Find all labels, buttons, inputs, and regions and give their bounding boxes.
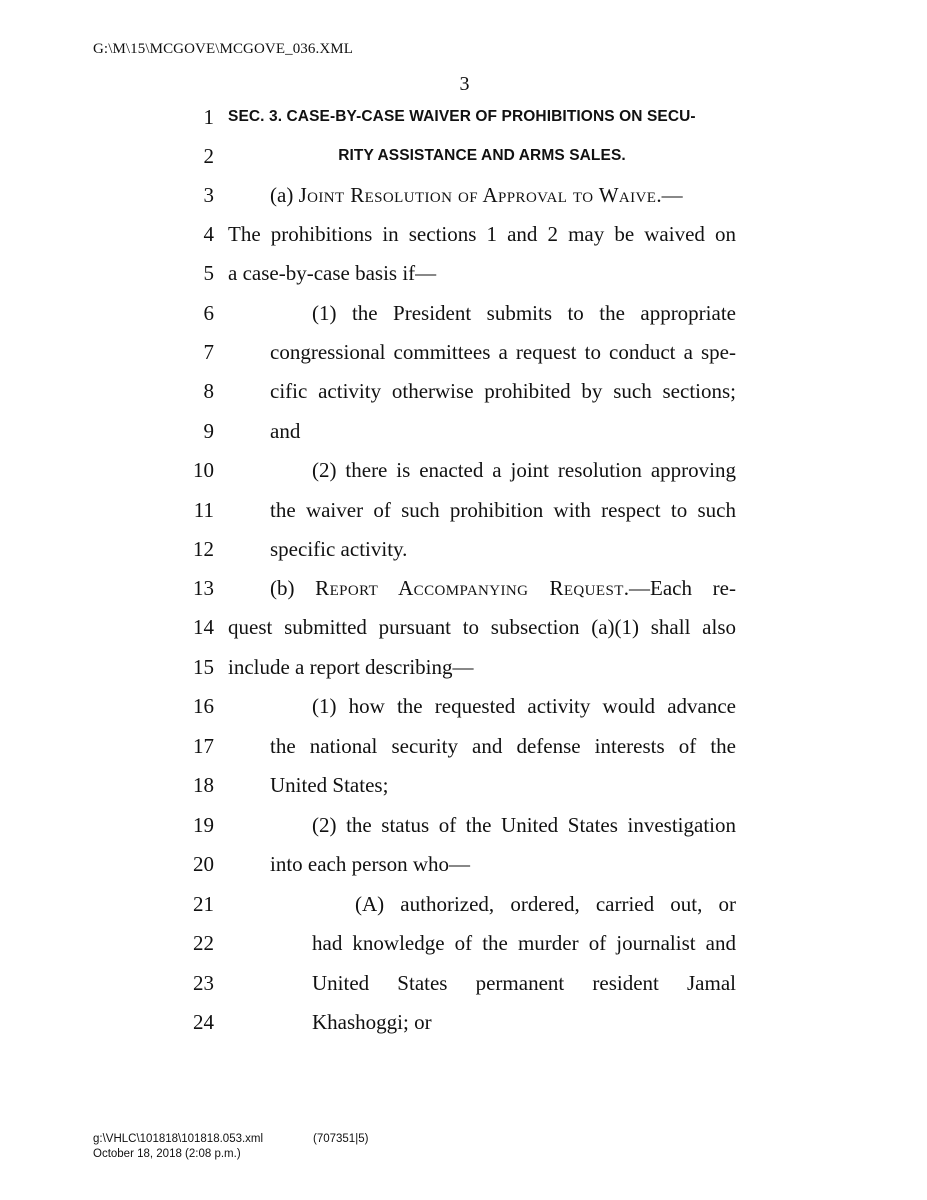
line-text: (2) there is enacted a joint resolution approving [312,458,736,482]
bill-line [0,337,927,367]
line-number: 19 [193,813,214,837]
line-text: The prohibitions in sections 1 and 2 may be waived on [228,222,736,246]
subsection-heading [270,573,736,603]
line-text: (A) authorized, ordered, carried out, or [355,892,736,916]
bill-line [0,810,927,840]
bill-line [0,298,927,328]
line-text: had knowledge of the murder of journalist and [312,931,736,955]
line-number: 10 [193,458,214,482]
line-text: cific activity otherwise prohibited by such sections; [270,379,736,403]
bill-line [0,573,927,603]
document-footer [93,1132,369,1162]
line-number: 7 [203,340,214,364]
bill-line [0,612,927,642]
bill-line [0,534,927,564]
line-text: specific activity. [270,537,408,561]
bill-line [0,968,927,998]
section-heading: SEC. 3. CASE-BY-CASE WAIVER OF PROHIBITIONS ON SECU- [228,108,696,125]
line-number: 18 [193,773,214,797]
line-number: 1 [203,105,214,129]
line-text: quest submitted pursuant to subsection (a)(1) shall also [228,615,736,639]
bill-line [0,258,927,288]
footer-document-code: (707351|5) [313,1133,369,1145]
bill-line [0,1007,927,1037]
bill-line [0,889,927,919]
subsection-title: Report Accompanying Request [315,576,624,600]
line-number: 9 [203,419,214,443]
footer-date: October 18, 2018 (2:08 p.m.) [93,1148,241,1160]
line-number: 8 [203,379,214,403]
line-text: a case-by-case basis if— [228,261,437,285]
file-path-header: G:\M\15\MCGOVE\MCGOVE_036.XML [93,41,353,57]
bill-line [0,691,927,721]
bill-line [0,770,927,800]
line-text: the waiver of such prohibition with respect to such [270,498,736,522]
line-text: include a report describing— [228,655,474,679]
bill-line [0,102,927,132]
line-text: (2) the status of the United States investigation [312,813,736,837]
line-text: and [270,419,301,443]
line-number: 13 [193,576,214,600]
line-number: 15 [193,655,214,679]
line-number: 17 [193,734,214,758]
footer-file-path: g:\VHLC\101818\101818.053.xml [93,1133,264,1145]
line-number: 12 [193,537,214,561]
section-heading-continued: RITY ASSISTANCE AND ARMS SALES. [338,147,626,164]
bill-line [0,219,927,249]
line-number: 24 [193,1010,214,1034]
bill-line [0,416,927,446]
line-number: 22 [193,931,214,955]
subsection-dash: .— [656,183,683,207]
bill-line [0,141,927,171]
line-number: 23 [193,971,214,995]
line-number: 16 [193,694,214,718]
bill-line [0,928,927,958]
line-number: 2 [203,144,214,168]
bill-line [0,849,927,879]
line-number: 11 [193,498,214,522]
line-number: 21 [193,892,214,916]
subsection-designator: (a) [270,183,299,207]
bill-line [0,652,927,682]
bill-line [0,180,927,210]
bill-line [0,376,927,406]
line-text: (1) the President submits to the appropriate [312,301,736,325]
line-text: congressional committees a request to conduct a spe- [270,340,736,364]
line-text: (1) how the requested activity would advance [312,694,736,718]
subsection-designator: (b) [270,576,316,600]
bill-line [0,455,927,485]
line-number: 3 [203,183,214,207]
line-number: 20 [193,852,214,876]
subsection-dash: .—Each re- [623,576,736,600]
line-text: the national security and defense interests of the [270,734,736,758]
line-number: 5 [203,261,214,285]
bill-line [0,731,927,761]
line-number: 6 [203,301,214,325]
page-number: 3 [459,73,470,95]
subsection-title: Joint Resolution of Approval to Waive [298,183,657,207]
line-text: Khashoggi; or [312,1010,432,1034]
line-text: into each person who— [270,852,471,876]
line-text: United States permanent resident Jamal [312,971,736,995]
line-number: 14 [193,615,214,639]
bill-line [0,495,927,525]
subsection-heading [270,180,683,210]
line-number: 4 [203,222,214,246]
line-text: United States; [270,773,389,797]
